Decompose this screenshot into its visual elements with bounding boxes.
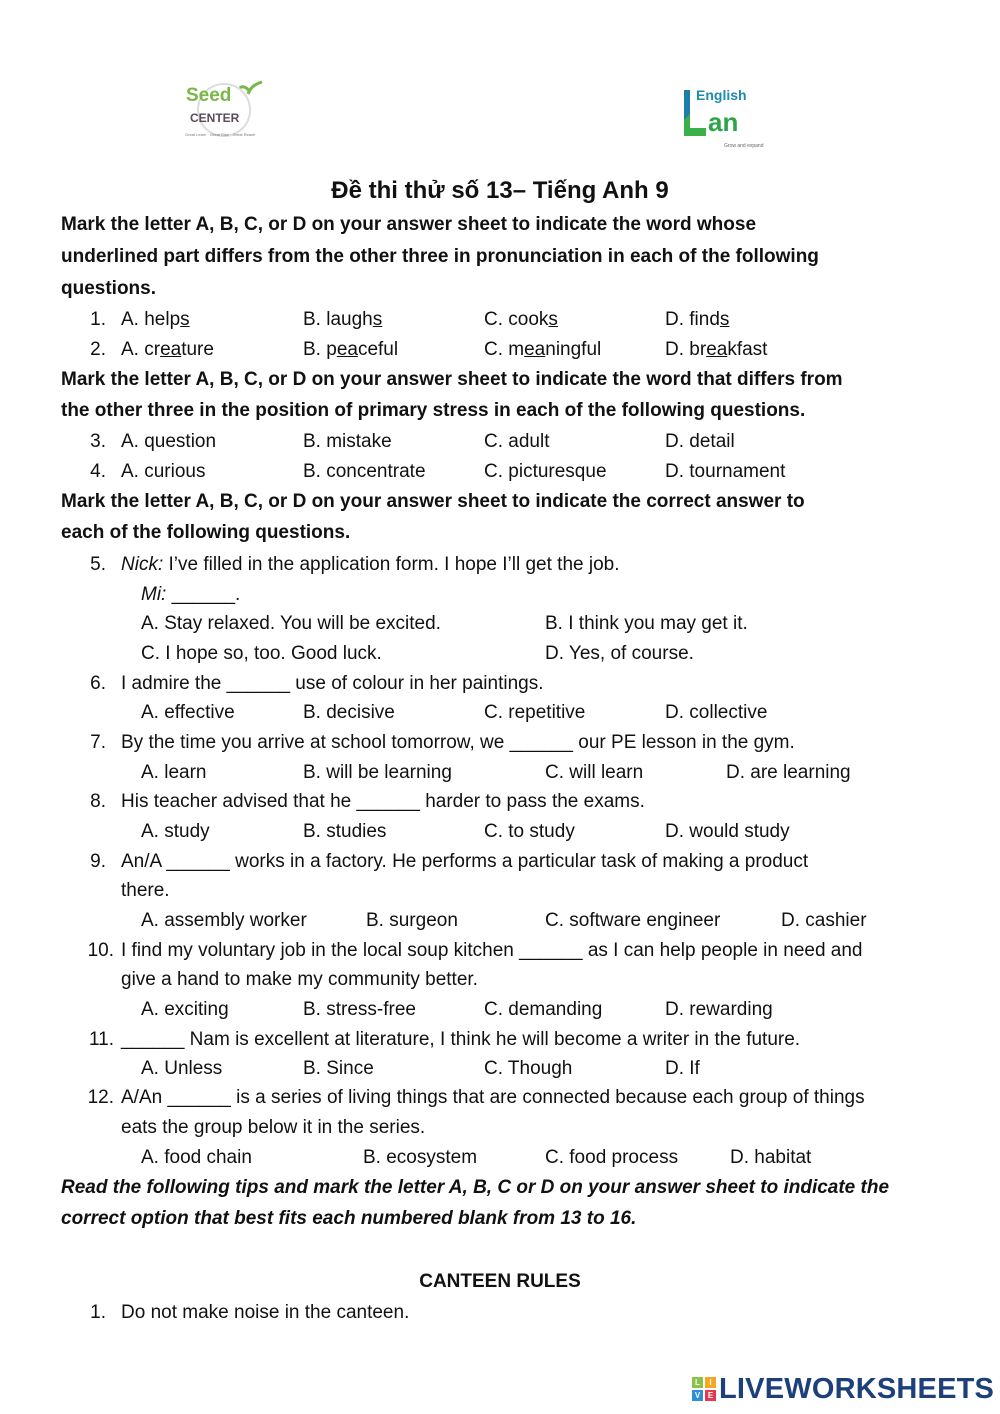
- option-b[interactable]: B. stress-free: [303, 999, 416, 1020]
- question-number: 7.: [90, 732, 106, 753]
- option-d[interactable]: D. are learning: [726, 762, 851, 783]
- option-c[interactable]: C. software engineer: [545, 910, 721, 931]
- svg-text:Great Learn · Great Rise · Gre: Great Learn · Great Rise · Great Reach: [185, 132, 256, 137]
- option-b[interactable]: B. mistake: [303, 431, 392, 452]
- svg-text:English: English: [696, 87, 747, 103]
- svg-text:CENTER: CENTER: [190, 111, 240, 125]
- option-a[interactable]: A. effective: [141, 702, 235, 723]
- question-number: 3.: [90, 431, 106, 452]
- option-d[interactable]: D. collective: [665, 702, 768, 723]
- option-b[interactable]: B. I think you may get it.: [545, 613, 748, 634]
- option-d[interactable]: D. tournament: [665, 461, 786, 482]
- option-c[interactable]: C. demanding: [484, 999, 603, 1020]
- option-a[interactable]: A. exciting: [141, 999, 229, 1020]
- question-text: I admire the ______ use of colour in her paintings.: [121, 673, 544, 694]
- question-text: His teacher advised that he ______ harder to pass the exams.: [121, 791, 645, 812]
- option-b[interactable]: B. studies: [303, 821, 387, 842]
- question-number: 11.: [88, 1029, 114, 1050]
- rule-text: Do not make noise in the canteen.: [121, 1302, 410, 1323]
- option-c[interactable]: C. food process: [545, 1147, 679, 1168]
- option-d[interactable]: D. would study: [665, 821, 790, 842]
- question-number: 5.: [90, 554, 106, 575]
- option-a[interactable]: A. food chain: [141, 1147, 252, 1168]
- instruction-line: the other three in the position of primary stress in each of the following questions.: [61, 400, 806, 421]
- option-d[interactable]: D. cashier: [781, 910, 867, 931]
- question-text: By the time you arrive at school tomorrow, we ______ our PE lesson in the gym.: [121, 732, 795, 753]
- liveworksheets-logo: L I V E LIVEWORKSHEETS: [692, 1374, 994, 1404]
- question-number: 9.: [90, 851, 106, 872]
- question-text: Nick: I’ve filled in the application form. I hope I’ll get the job.: [121, 554, 620, 575]
- option-a[interactable]: A. creature: [121, 339, 214, 360]
- instruction-line: questions.: [61, 278, 157, 299]
- option-d[interactable]: D. breakfast: [665, 339, 768, 360]
- question-text: Mi: ______.: [141, 584, 241, 605]
- option-d[interactable]: D. rewarding: [665, 999, 773, 1020]
- option-b[interactable]: B. peaceful: [303, 339, 399, 360]
- question-text: I find my voluntary job in the local soup kitchen ______ as I can help people in need and: [121, 940, 863, 961]
- option-c[interactable]: C. meaningful: [484, 339, 602, 360]
- option-a[interactable]: A. learn: [141, 762, 207, 783]
- option-c[interactable]: C. cooks: [484, 309, 558, 330]
- option-b[interactable]: B. will be learning: [303, 762, 452, 783]
- instruction-line: each of the following questions.: [61, 522, 351, 543]
- option-c[interactable]: C. Though: [484, 1058, 573, 1079]
- liveworksheets-tiles-icon: L I V E: [692, 1377, 716, 1401]
- option-b[interactable]: B. concentrate: [303, 461, 426, 482]
- option-a[interactable]: A. assembly worker: [141, 910, 307, 931]
- question-number: 10.: [87, 940, 114, 961]
- option-d[interactable]: D. detail: [665, 431, 735, 452]
- option-a[interactable]: A. helps: [121, 309, 190, 330]
- question-text: A/An ______ is a series of living things that are connected because each group of things: [121, 1087, 865, 1108]
- svg-text:Seed: Seed: [186, 85, 232, 106]
- option-b[interactable]: B. decisive: [303, 702, 395, 723]
- question-number: 12.: [87, 1087, 114, 1108]
- instruction-line: correct option that best fits each numbered blank from 13 to 16.: [61, 1208, 637, 1229]
- option-a[interactable]: A. study: [141, 821, 210, 842]
- option-b[interactable]: B. surgeon: [366, 910, 458, 931]
- option-c[interactable]: C. to study: [484, 821, 575, 842]
- option-a[interactable]: A. Unless: [141, 1058, 223, 1079]
- option-a[interactable]: A. curious: [121, 461, 206, 482]
- seed-center-logo: [182, 80, 272, 140]
- option-d[interactable]: D. finds: [665, 309, 730, 330]
- svg-text:Grow and expand: Grow and expand: [724, 143, 764, 149]
- instruction-line: underlined part differs from the other three in pronunciation in each of the following: [61, 246, 819, 267]
- question-text: eats the group below it in the series.: [121, 1117, 426, 1138]
- question-number: 8.: [90, 791, 106, 812]
- rule-number: 1.: [90, 1302, 106, 1323]
- instruction-line: Mark the letter A, B, C, or D on your answer sheet to indicate the word whose: [61, 214, 757, 235]
- question-number: 1.: [90, 309, 106, 330]
- option-b[interactable]: B. laughs: [303, 309, 383, 330]
- option-b[interactable]: B. ecosystem: [363, 1147, 478, 1168]
- svg-text:an: an: [708, 107, 739, 137]
- question-number: 6.: [90, 673, 106, 694]
- option-a[interactable]: A. question: [121, 431, 217, 452]
- option-c[interactable]: C. I hope so, too. Good luck.: [141, 643, 382, 664]
- question-text: there.: [121, 880, 170, 901]
- option-c[interactable]: C. picturesque: [484, 461, 607, 482]
- option-a[interactable]: A. Stay relaxed. You will be excited.: [141, 613, 441, 634]
- instruction-line: Read the following tips and mark the letter A, B, C or D on your answer sheet to indicate the: [61, 1177, 890, 1198]
- option-d[interactable]: D. Yes, of course.: [545, 643, 694, 664]
- option-d[interactable]: D. If: [665, 1058, 700, 1079]
- option-d[interactable]: D. habitat: [730, 1147, 812, 1168]
- option-c[interactable]: C. repetitive: [484, 702, 586, 723]
- option-c[interactable]: C. will learn: [545, 762, 644, 783]
- english-lan-logo: [676, 84, 766, 150]
- question-text: An/A ______ works in a factory. He performs a particular task of making a product: [121, 851, 809, 872]
- question-text: give a hand to make my community better.: [121, 969, 478, 990]
- question-number: 2.: [90, 339, 106, 360]
- instruction-line: Mark the letter A, B, C, or D on your answer sheet to indicate the correct answer to: [61, 491, 805, 512]
- canteen-heading: CANTEEN RULES: [419, 1271, 581, 1292]
- question-number: 4.: [90, 461, 106, 482]
- option-b[interactable]: B. Since: [303, 1058, 374, 1079]
- instruction-line: Mark the letter A, B, C, or D on your answer sheet to indicate the word that differs from: [61, 369, 843, 390]
- question-text: ______ Nam is excellent at literature, I think he will become a writer in the future.: [121, 1029, 801, 1050]
- page-title: Đề thi thử số 13– Tiếng Anh 9: [331, 177, 669, 204]
- option-c[interactable]: C. adult: [484, 431, 550, 452]
